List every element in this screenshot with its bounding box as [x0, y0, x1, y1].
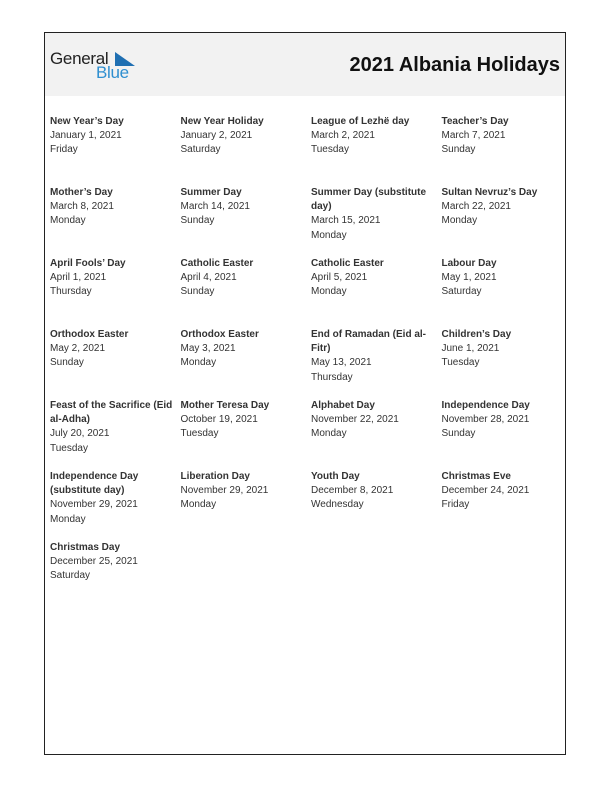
holiday-name: Christmas Eve — [441, 471, 511, 482]
holiday-weekday: Monday — [50, 513, 86, 525]
holiday-date: May 2, 2021 — [50, 343, 106, 355]
holiday-name: Liberation Day — [180, 471, 250, 482]
holiday-weekday: Saturday — [441, 286, 482, 298]
holiday-entry — [181, 470, 305, 513]
holiday-name: April Fools’ Day — [50, 258, 126, 269]
holiday-weekday: Tuesday — [50, 442, 88, 454]
holiday-date: March 8, 2021 — [50, 201, 114, 213]
holiday-entry — [311, 186, 435, 243]
header-band — [45, 33, 565, 96]
holiday-entry — [50, 328, 174, 371]
holiday-name: Catholic Easter — [311, 258, 384, 269]
holiday-date: May 1, 2021 — [441, 272, 497, 284]
holiday-entry — [311, 470, 435, 513]
holiday-entry — [311, 257, 435, 300]
holiday-date: November 29, 2021 — [180, 485, 269, 497]
logo-blue-text: Blue — [96, 63, 129, 82]
holiday-entry — [442, 470, 566, 513]
holiday-weekday: Monday — [180, 499, 217, 511]
holiday-weekday: Tuesday — [311, 144, 349, 156]
holiday-date: November 22, 2021 — [311, 414, 399, 426]
holiday-weekday: Friday — [441, 499, 470, 511]
holiday-date: December 24, 2021 — [441, 485, 530, 497]
holiday-entry — [181, 257, 305, 300]
holiday-weekday: Saturday — [180, 144, 221, 156]
holiday-weekday: Monday — [180, 357, 217, 369]
holiday-weekday: Monday — [311, 428, 347, 440]
logo-general-text: General — [50, 49, 109, 68]
holiday-weekday: Sunday — [441, 428, 476, 440]
holiday-entry — [181, 328, 305, 371]
generalblue-logo — [50, 49, 140, 85]
holiday-entry — [442, 186, 566, 229]
holiday-date: January 1, 2021 — [50, 130, 122, 142]
holiday-name: Labour Day — [441, 258, 497, 269]
holiday-date: April 5, 2021 — [311, 272, 368, 284]
holiday-date: October 19, 2021 — [180, 414, 258, 426]
holiday-date: April 4, 2021 — [180, 272, 237, 284]
holiday-date: May 13, 2021 — [311, 357, 372, 369]
holiday-weekday: Monday — [441, 215, 478, 227]
holiday-weekday: Monday — [311, 286, 347, 298]
holiday-date: July 20, 2021 — [50, 428, 110, 440]
holiday-entry — [50, 470, 174, 527]
holiday-date: March 22, 2021 — [441, 201, 511, 213]
holiday-date: November 28, 2021 — [441, 414, 530, 426]
holiday-name: End of Ramadan (Eid al-Fitr) — [311, 329, 427, 355]
holiday-name: New Year Holiday — [180, 116, 264, 127]
holiday-name: Mother’s Day — [50, 187, 113, 198]
holiday-entry — [181, 186, 305, 229]
holiday-weekday: Sunday — [180, 215, 215, 227]
holiday-date: March 15, 2021 — [311, 215, 381, 227]
holiday-entry — [181, 115, 305, 158]
holiday-weekday: Monday — [311, 229, 347, 241]
holiday-name: Mother Teresa Day — [180, 400, 270, 411]
holiday-entry — [181, 399, 305, 442]
holiday-name: Children’s Day — [441, 329, 512, 340]
holiday-name: Teacher’s Day — [441, 116, 509, 127]
holiday-weekday: Sunday — [50, 357, 84, 369]
holiday-name: Alphabet Day — [311, 400, 375, 411]
holiday-date: November 29, 2021 — [50, 499, 138, 511]
holiday-entry — [442, 115, 566, 158]
holiday-weekday: Tuesday — [441, 357, 480, 369]
holiday-weekday: Saturday — [50, 570, 91, 582]
holiday-date: June 1, 2021 — [441, 343, 500, 355]
holiday-entry — [311, 115, 435, 158]
holiday-date: January 2, 2021 — [180, 130, 253, 142]
holiday-date: March 2, 2021 — [311, 130, 375, 142]
holiday-date: December 8, 2021 — [311, 485, 394, 497]
holiday-weekday: Tuesday — [180, 428, 219, 440]
holiday-weekday: Sunday — [441, 144, 476, 156]
holiday-date: March 7, 2021 — [441, 130, 506, 142]
holiday-weekday: Friday — [50, 144, 78, 156]
holiday-entry — [50, 186, 174, 229]
calendar-page — [44, 32, 566, 755]
holiday-entry — [442, 328, 566, 371]
holiday-name: Summer Day (substitute day) — [311, 187, 427, 213]
page-title: 2021 Albania Holidays — [349, 54, 560, 76]
holiday-entry — [442, 399, 566, 442]
holiday-name: Youth Day — [311, 471, 360, 482]
holiday-name: League of Lezhë day — [311, 116, 410, 127]
holiday-name: Independence Day (substitute day) — [50, 471, 139, 497]
holiday-name: Catholic Easter — [180, 258, 254, 269]
holiday-name: Independence Day — [441, 400, 530, 411]
holiday-weekday: Sunday — [180, 286, 215, 298]
holiday-name: Orthodox Easter — [180, 329, 259, 340]
holiday-weekday: Thursday — [50, 286, 92, 298]
holiday-entry — [311, 328, 435, 385]
holiday-name: Sultan Nevruz’s Day — [441, 187, 538, 198]
holiday-entry — [311, 399, 435, 442]
holiday-date: March 14, 2021 — [180, 201, 250, 213]
holiday-weekday: Wednesday — [311, 499, 364, 511]
holiday-entry — [50, 399, 174, 456]
holiday-date: December 25, 2021 — [50, 556, 138, 568]
holiday-date: May 3, 2021 — [180, 343, 236, 355]
holiday-weekday: Monday — [50, 215, 86, 227]
holiday-name: New Year’s Day — [50, 116, 124, 127]
holiday-name: Christmas Day — [50, 542, 121, 553]
holiday-entry — [50, 541, 174, 584]
holiday-name: Summer Day — [180, 187, 242, 198]
holiday-entry — [50, 115, 174, 158]
holiday-name: Feast of the Sacrifice (Eid al-Adha) — [50, 400, 173, 426]
holiday-name: Orthodox Easter — [50, 329, 129, 340]
holiday-entry — [50, 257, 174, 300]
holiday-entry — [442, 257, 566, 300]
holiday-weekday: Thursday — [311, 371, 353, 383]
holiday-date: April 1, 2021 — [50, 272, 107, 284]
